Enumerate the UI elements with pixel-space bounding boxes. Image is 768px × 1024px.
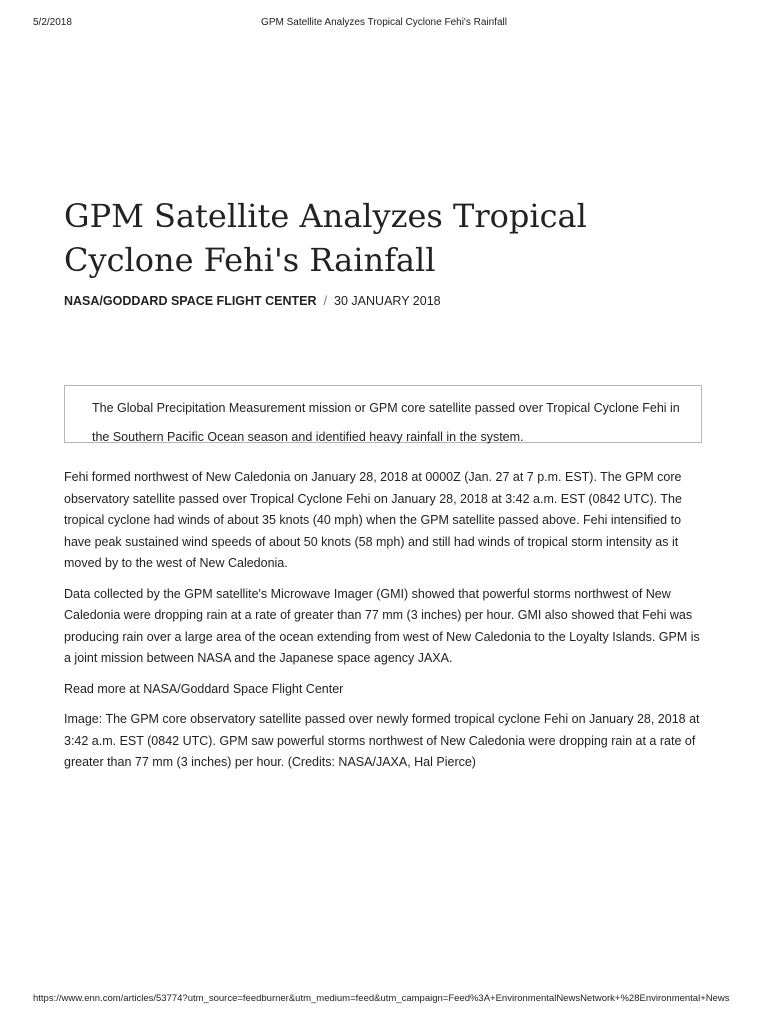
article-headline: GPM Satellite Analyzes Tropical Cyclone Fehi's Rainfall [64, 197, 587, 279]
print-footer-url: https://www.enn.com/articles/53774?utm_source=feedburner&utm_medium=feed&utm_campaign=Feed%3A+EnvironmentalNewsNetwork+%28Environmental+News [33, 993, 730, 1004]
article-body [64, 467, 704, 783]
read-more-link[interactable]: Read more at NASA/Goddard Space Flight Center [64, 681, 344, 696]
print-page-title: GPM Satellite Analyzes Tropical Cyclone Fehi's Rainfall [261, 17, 507, 28]
body-paragraph: Data collected by the GPM satellite's Microwave Imager (GMI) showed that powerful storms northwest of New Caledonia were dropping rain at a rate of greater than 77 mm (3 inches) per hour. GMI also showed that Fehi was producing rain over a large area of the ocean extending from west of New Caledonia to the Loyalty Islands. GPM is a joint mission between NASA and the Japanese space agency JAXA. [64, 586, 700, 665]
summary-text: The Global Precipitation Measurement mission or GPM core satellite passed over Tropical Cyclone Fehi in the Southern Pacific Ocean season and identified heavy rainfall in the system. [92, 401, 680, 444]
author-link[interactable]: NASA/GODDARD SPACE FLIGHT CENTER [64, 294, 317, 308]
byline [64, 294, 441, 308]
print-date: 5/2/2018 [33, 17, 72, 28]
byline-separator: / [323, 294, 328, 308]
summary-box [64, 385, 702, 443]
body-paragraph: Fehi formed northwest of New Caledonia on January 28, 2018 at 0000Z (Jan. 27 at 7 p.m. EST). The GPM core observatory satellite passed over Tropical Cyclone Fehi on January 28, 2018 at 3:42 a.m. EST (0842 UTC). The tropical cyclone had winds of about 35 knots (40 mph) when the GPM satellite passed above. Fehi intensified to have peak sustained wind speeds of about 50 knots (58 mph) and still had winds of tropical storm intensity as it moved by to the west of New Caledonia. [64, 470, 682, 570]
publish-date: 30 JANUARY 2018 [334, 294, 441, 308]
image-caption: Image: The GPM core observatory satellite passed over newly formed tropical cyclone Fehi on January 28, 2018 at 3:42 a.m. EST (0842 UTC). GPM saw powerful storms northwest of New Caledonia were dropping rain at a rate of greater than 77 mm (3 inches) per hour. (Credits: NASA/JAXA, Hal Pierce) [64, 712, 700, 769]
